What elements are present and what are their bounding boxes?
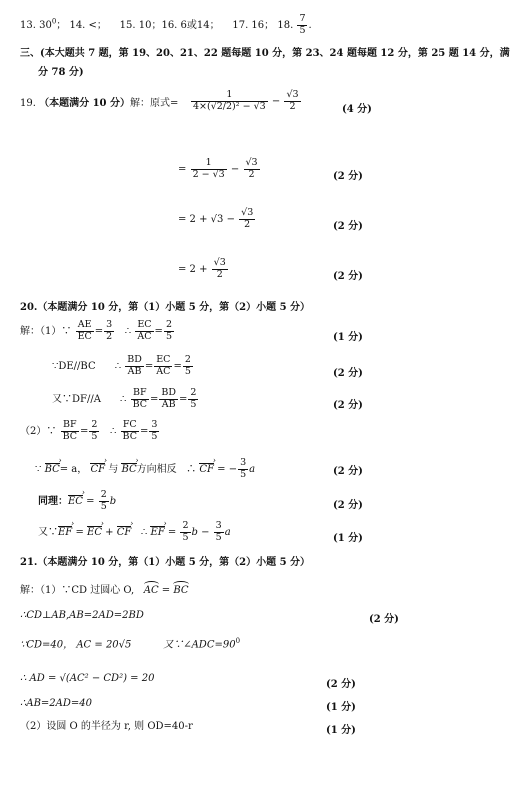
q21-line-5: ∴AB=2AD=40 [20,698,93,709]
q19-original-expression: $\frac{1}{\text{4×(√2/2)² − √3}}$ − $\frac{√3}{2}$ [193,89,299,112]
section-3-header-line2: 分 78 分) [38,67,84,78]
q19-score-1: (4 分) [342,104,372,115]
q20-heading: 20.（本题满分 10 分，第（1）小题 5 分，第（2）小题 5 分） [20,302,311,313]
q19-heading: 19. （本题满分 10 分）解：原式= [20,98,179,109]
q19-score-4: (2 分) [333,271,363,282]
q20-line-2: ∵DE//BC ∴ $\frac{BD}{AB}$ = $\frac{EC}{AC}$ = $\frac{2}{5}$ [52,354,191,377]
q19-score-3: (2 分) [333,221,363,232]
q21-line-3: ∵CD=40， AC = 20√5 又$\because\angle ADC=90^0$ [20,637,241,651]
q20-line-6: 同理：EC › = $\frac{2}{5}$ b [38,490,116,513]
q19-fraction-1: $\frac{1}{\text{4×(√2/2)² − √3}}$ [193,89,266,112]
q20-line-4: （2）∵ $\frac{BF}{BC}$ = $\frac{2}{5}$ ∴ $\frac{FC}{BC}$ = $\frac{3}{5}$ [20,419,158,442]
answer-14: ； 14. <； [56,19,107,31]
q20-score-1: (1 分) [333,332,363,343]
q19-fraction-2: $\frac{√3}{2}$ [286,89,299,112]
answer-18-fraction: $\frac{7}{5}$ [299,13,306,36]
q19-step-3: = 2 + √3 − $\frac{√3}{2}$ [178,207,254,230]
answer-18-label: 18. [277,19,294,31]
q20-line-7: 又∵EF › = EC › + CF › ∴ EF › = $\frac{2}{5}$ b − $\frac{3}{5}$ a [38,521,231,544]
q19-step-4: = 2 + $\frac{√3}{2}$ [178,257,226,280]
q21-line-4: ∴ AD = √(AC² − CD²) = 20 [20,673,155,684]
q19-step-2: = $\frac{1}{2 - √3}$ − $\frac{√3}{2}$ [178,157,258,180]
q21-score-2: (2 分) [369,614,399,625]
q21-score-6: (1 分) [326,725,356,736]
q21-line-1: 解：（1）∵CD 过圆心 O, AC = BC [20,585,189,596]
q20-line-1: 解：（1）∵ $\frac{AE}{EC}$ = $\frac{3}{2}$ ∴ $\frac{EC}{AC}$ = $\frac{2}{5}$ [20,319,172,342]
q21-heading: 21.（本题满分 10 分，第（1）小题 5 分，第（2）小题 5 分） [20,557,311,568]
q21-line-2: ∴CD⊥AB,AB=2AD=2BD [20,610,144,621]
q21-score-4: (2 分) [326,679,356,690]
degree-mark: 0 [51,17,57,26]
section-3-header-line1: 三、(本大题共 7 题，第 19、20、21、22 题每题 10 分，第 23、24 题每题 12 分，第 25 题 14 分，满 [20,48,510,59]
q20-score-2: (2 分) [333,368,363,379]
q20-score-7: (1 分) [333,533,363,544]
answer-16: 16. 6或14； [161,19,220,31]
answer-15: 15. 10； [119,19,162,31]
q20-score-3: (2 分) [333,400,363,411]
q19-score-2: (2 分) [333,171,363,182]
fill-blank-answers: 13. $30^0$； 14. <； 15. 10；16. 6或14； 17. 16； 18. $\frac{7}{5}$ . [20,13,312,36]
q20-score-5: (2 分) [333,466,363,477]
q20-line-5: ∵ BC ›= a， CF › 与 BC ›方向相反 ∴ CF › = − $\frac{3}{5}$ a [35,458,255,481]
q20-line-3: 又∵DF//A ∴ $\frac{BF}{BC}$ = $\frac{BD}{AB}$ = $\frac{2}{5}$ [52,387,197,410]
q20-score-6: (2 分) [333,500,363,511]
q21-line-6: （2）设圆 O 的半径为 r, 则 OD=40-r [20,721,193,732]
answer-17: 17. 16； [232,19,275,31]
q21-score-5: (1 分) [326,702,356,713]
answer-13: 13. 30 [20,19,52,31]
